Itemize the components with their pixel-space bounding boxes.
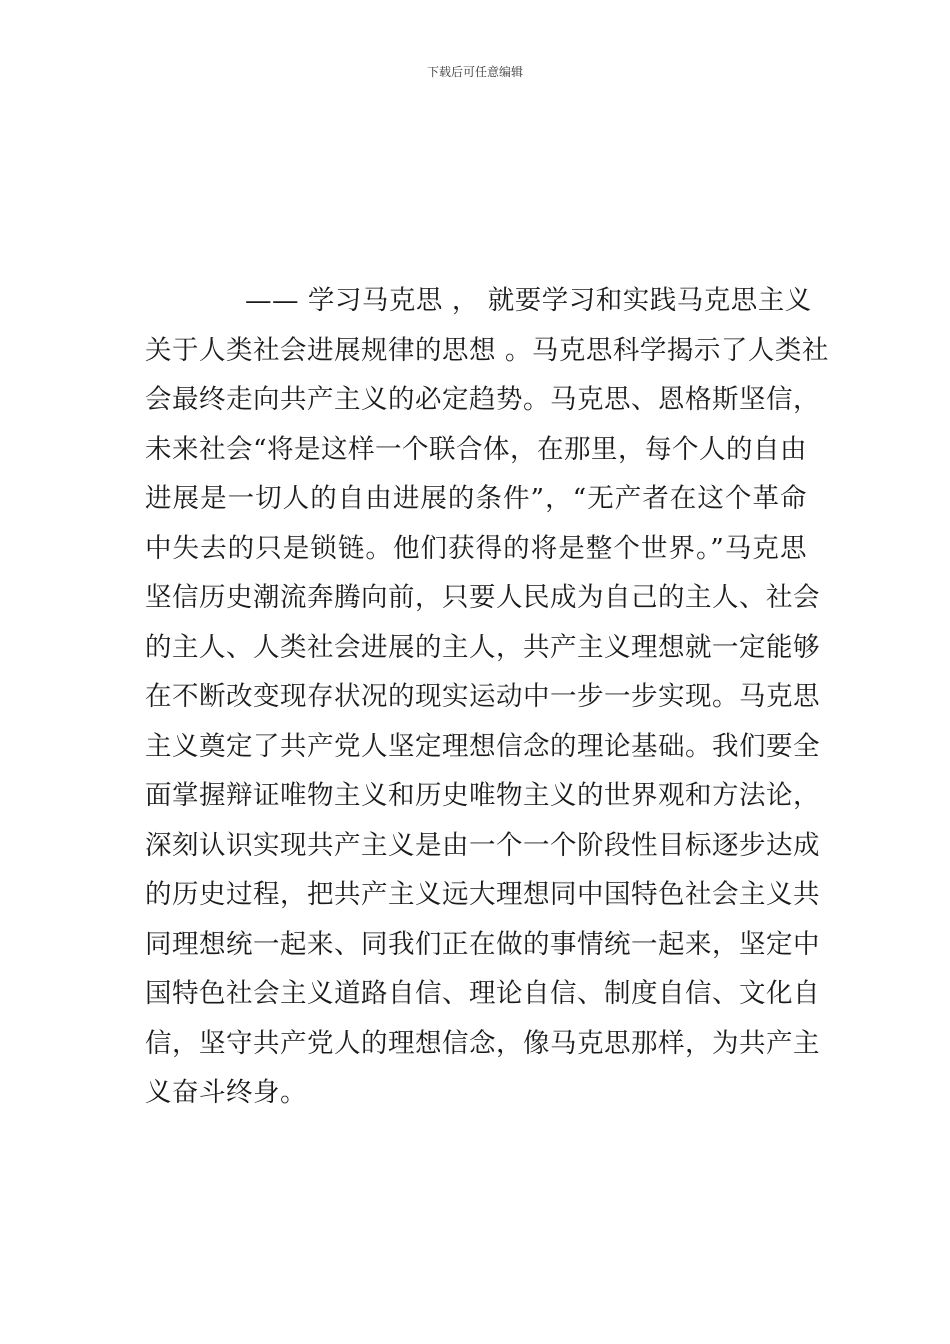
paragraph-line: 深刻认识实现共产主义是由一个一个阶段性目标逐步达成 [145, 829, 820, 861]
paragraph-line: 主义奠定了共产党人坚定理想信念的理论基础。我们要全 [145, 730, 820, 762]
paragraph-line: 在不断改变现存状况的现实运动中一步一步实现。马克思 [145, 681, 820, 712]
paragraph-line: 义奋斗终身。 [145, 1077, 307, 1108]
paragraph-line: 信，坚守共产党人的理想信念，像马克思那样，为共产主 [145, 1027, 820, 1059]
paragraph-line: 的历史过程，把共产主义远大理想同中国特色社会主义共 [145, 879, 820, 910]
paragraph-line: —— 学习马克思 ， 就要学习和实践马克思主义 [245, 285, 812, 316]
paragraph-line: 国特色社会主义道路自信、理论自信、制度自信、文化自 [145, 978, 820, 1009]
paragraph-line: 面掌握辩证唯物主义和历史唯物主义的世界观和方法论， [145, 780, 820, 811]
paragraph-line: 进展是一切人的自由进展的条件”，“无产者在这个革命 [145, 483, 807, 514]
paragraph-line: 同理想统一起来、同我们正在做的事情统一起来，坚定中 [145, 928, 820, 960]
paragraph-line: 会最终走向共产主义的必定趋势。马克思、恩格斯坚信， [145, 384, 820, 415]
paragraph-line: 的主人、人类社会进展的主人，共产主义理想就一定能够 [145, 631, 820, 663]
page-header-note: 下载后可任意编辑 [426, 65, 523, 79]
body-paragraph [145, 276, 829, 1118]
paragraph-line: 中失去的只是锁链。他们获得的将是整个世界。”马克思 [145, 532, 807, 564]
paragraph-line: 关于人类社会进展规律的思想 。马克思科学揭示了人类社 [145, 334, 829, 366]
paragraph-line: 未来社会“将是这样一个联合体，在那里，每个人的自由 [145, 433, 808, 465]
paragraph-line: 坚信历史潮流奔腾向前，只要人民成为自己的主人、社会 [145, 582, 820, 613]
